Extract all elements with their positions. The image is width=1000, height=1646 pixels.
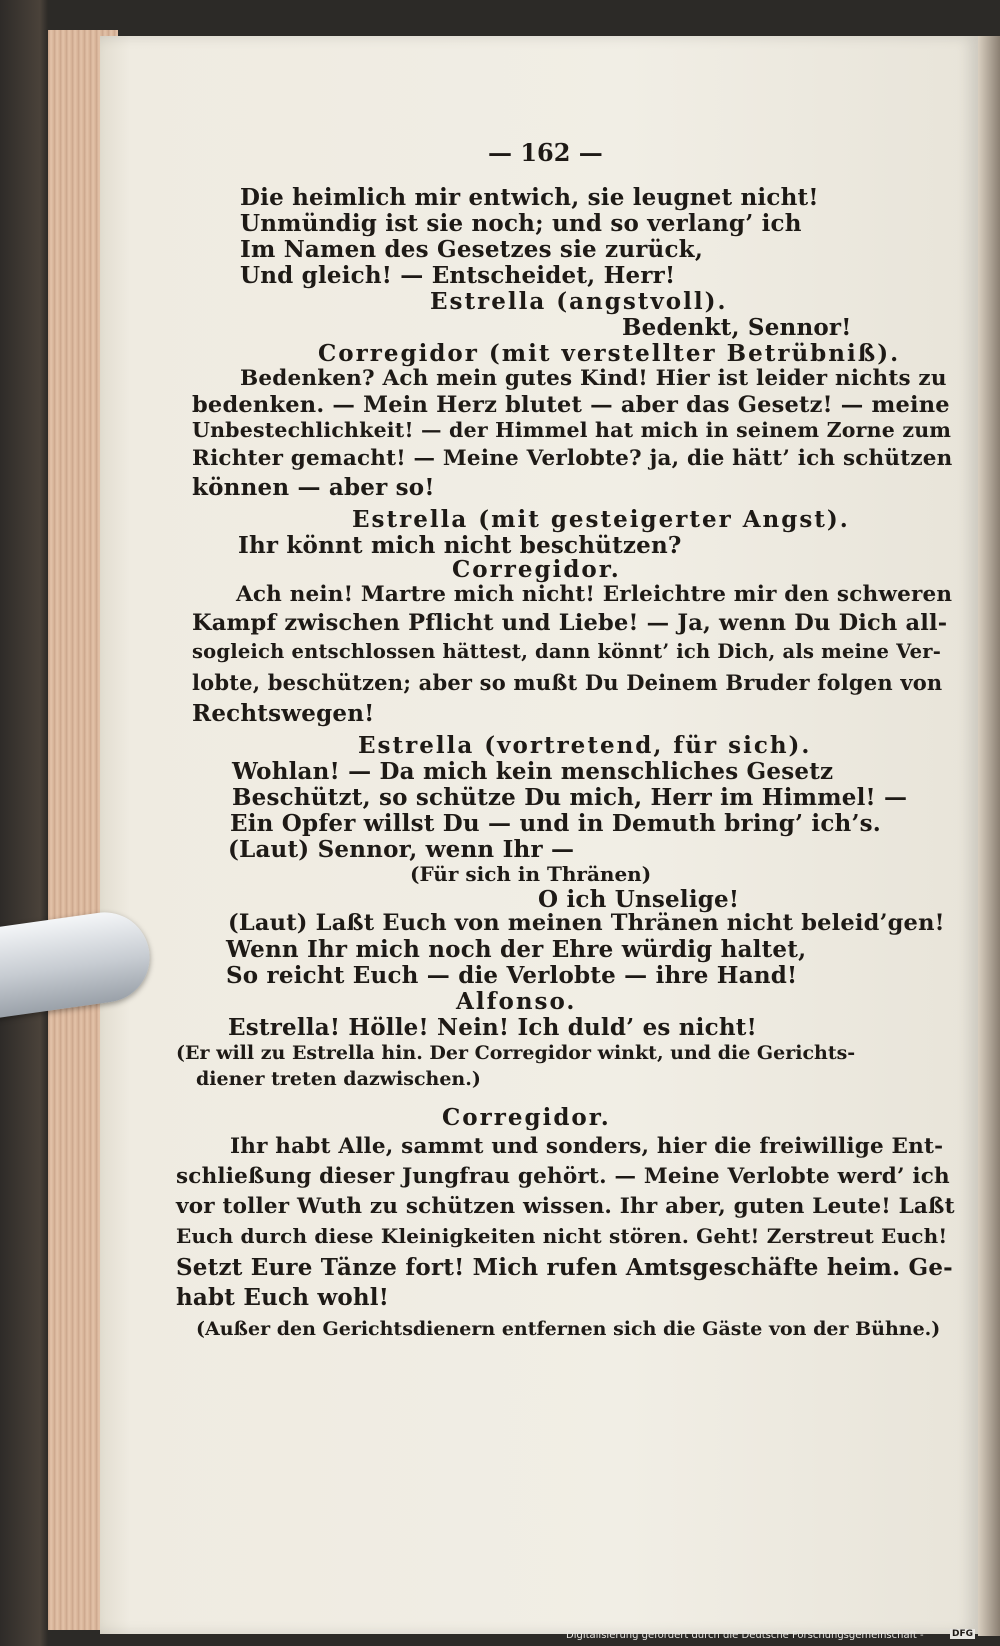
speaker-heading: Estrella (angstvoll). <box>430 288 728 315</box>
text-line: Euch durch diese Kleinigkeiten nicht stören. Geht! Zerstreut Euch! <box>176 1224 948 1248</box>
text-line: Ihr könnt mich nicht beschützen? <box>238 532 682 559</box>
text-line: (Laut) Laßt Euch von meinen Thränen nicht beleid’gen! <box>228 910 945 936</box>
dfg-logo: DFG <box>952 1629 974 1639</box>
text-line: Unmündig ist sie noch; und so verlang’ ich <box>240 210 802 237</box>
text-line: Ach nein! Martre mich nicht! Erleichtre mir den schweren <box>236 582 953 607</box>
text-line: sogleich entschlossen hättest, dann könnt’ ich Dich, als meine Ver- <box>192 640 942 663</box>
text-line: Richter gemacht! — Meine Verlobte? ja, die hätt’ ich schützen <box>192 446 953 471</box>
text-line: bedenken. — Mein Herz blutet — aber das Gesetz! — meine <box>192 392 950 418</box>
text-line: Rechtswegen! <box>192 700 375 727</box>
text-line: Die heimlich mir entwich, sie leugnet nicht! <box>240 184 819 211</box>
footer-credit: Digitalisierung gefördert durch die Deutsche Forschungsgemeinschaft - <box>566 1630 924 1641</box>
stage-direction: (Er will zu Estrella hin. Der Corregidor winkt, und die Gerichts- <box>176 1042 856 1064</box>
text-line: Bedenkt, Sennor! <box>622 314 852 341</box>
text-line: Bedenken? Ach mein gutes Kind! Hier ist leider nichts zu <box>240 366 947 391</box>
text-line: Beschützt, so schütze Du mich, Herr im Himmel! — <box>232 784 908 811</box>
text-line: lobte, beschützen; aber so mußt Du Deinem Bruder folgen von <box>192 670 943 695</box>
stage-direction: (Außer den Gerichtsdienern entfernen sich die Gäste von der Bühne.) <box>196 1318 941 1340</box>
text-line: schließung dieser Jungfrau gehört. — Meine Verlobte werd’ ich <box>176 1164 950 1189</box>
text-line: Im Namen des Gesetzes sie zurück, <box>240 236 704 263</box>
text-line: können — aber so! <box>192 474 435 501</box>
text-line: Estrella! Hölle! Nein! Ich duld’ es nicht! <box>228 1014 757 1041</box>
next-page-edge <box>978 36 1000 1636</box>
text-line: So reicht Euch — die Verlobte — ihre Hand! <box>226 962 798 989</box>
text-line: Ein Opfer willst Du — und in Demuth bring’ ich’s. <box>230 810 882 837</box>
text-line: Unbestechlichkeit! — der Himmel hat mich in seinem Zorne zum <box>192 418 952 442</box>
text-line: (Laut) Sennor, wenn Ihr — <box>228 836 575 863</box>
speaker-heading: Corregidor. <box>452 556 621 583</box>
speaker-heading: Estrella (mit gesteigerter Angst). <box>352 506 850 533</box>
text-line: Wohlan! — Da mich kein menschliches Gesetz <box>232 758 834 785</box>
text-line: habt Euch wohl! <box>176 1284 390 1311</box>
text-line: O ich Unselige! <box>538 886 740 913</box>
text-line: Und gleich! — Entscheidet, Herr! <box>240 262 676 289</box>
speaker-heading: Estrella (vortretend, für sich). <box>358 732 812 759</box>
page-number: — 162 — <box>488 138 603 167</box>
text-line: vor toller Wuth zu schützen wissen. Ihr aber, guten Leute! Laßt <box>176 1194 955 1219</box>
text-line: Wenn Ihr mich noch der Ehre würdig haltet, <box>226 936 807 963</box>
stage-direction: diener treten dazwischen.) <box>196 1068 481 1090</box>
text-line: Ihr habt Alle, sammt und sonders, hier die freiwillige Ent- <box>230 1134 944 1159</box>
text-line: Kampf zwischen Pflicht und Liebe! — Ja, wenn Du Dich all- <box>192 610 948 636</box>
speaker-heading: Corregidor (mit verstellter Betrübniß). <box>318 340 901 367</box>
text-line: Setzt Eure Tänze fort! Mich rufen Amtsgeschäfte heim. Ge- <box>176 1254 953 1281</box>
speaker-heading: Alfonso. <box>456 988 577 1015</box>
stage-direction: (Für sich in Thränen) <box>410 862 652 886</box>
speaker-heading: Corregidor. <box>442 1104 611 1131</box>
